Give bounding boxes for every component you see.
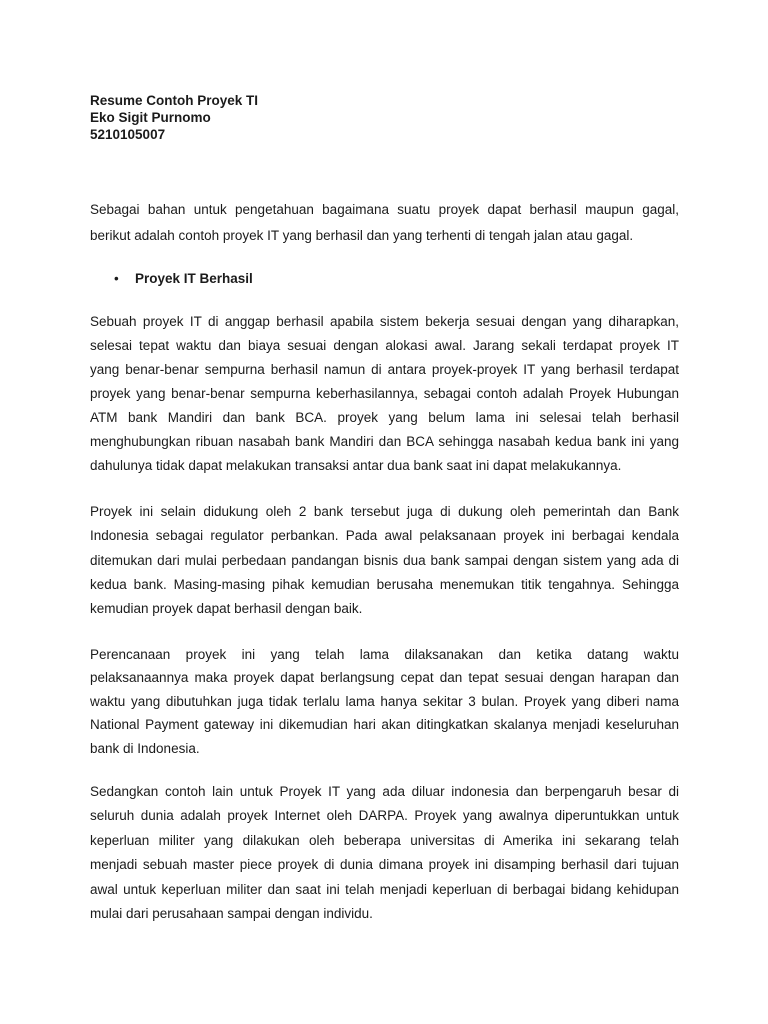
body-paragraph-4 — [90, 780, 679, 926]
paragraph-line: mulai dari perusahaan sampai dengan individu. — [90, 906, 373, 922]
bullet-icon: • — [114, 271, 119, 286]
paragraph-line: National Payment gateway ini dikemudian hari akan ditingkatkan skalanya menjadi keseluruhan — [90, 717, 679, 733]
paragraph-line: keperluan militer yang dilakukan oleh beberapa universitas di Amerika ini sekarang telah — [90, 832, 679, 848]
paragraph-line: Indonesia sebagai regulator perbankan. Pada awal pelaksanaan proyek ini berbagai kendala — [90, 528, 679, 544]
paragraph-line: ditemukan dari mulai perbedaan pandangan bisnis dua bank sampai dengan sistem yang ada di — [90, 552, 679, 568]
paragraph-line: Sebuah proyek IT di anggap berhasil apabila sistem bekerja sesuai dengan yang diharapkan, — [90, 314, 679, 329]
body-paragraph-3 — [90, 643, 679, 760]
paragraph-line: Proyek ini selain didukung oleh 2 bank tersebut juga di dukung oleh pemerintah dan Bank — [90, 504, 679, 519]
paragraph-line: Sedangkan contoh lain untuk Proyek IT yang ada diluar indonesia dan berpengaruh besar di — [90, 784, 679, 799]
paragraph-line: proyek yang benar-benar sempurna keberhasilannya, sebagai contoh adalah Proyek Hubungan — [90, 386, 679, 401]
paragraph-line: waktu yang dibutuhkan juga tidak terlalu lama hanya sekitar 3 bulan. Proyek yang diberi nama — [90, 693, 679, 709]
paragraph-line: Perencanaan proyek ini yang telah lama dilaksanakan dan ketika datang waktu — [90, 647, 679, 662]
paragraph-line: selesai tepat waktu dan biaya sesuai dengan alokasi awal. Jarang sekali terdapat proyek IT — [90, 338, 679, 353]
paragraph-line: kemudian proyek dapat berhasil dengan baik. — [90, 601, 363, 616]
paragraph-line: seluruh dunia adalah proyek Internet oleh DARPA. Proyek yang awalnya diperuntukkan untuk — [90, 808, 679, 824]
paragraph-line: ATM bank Mandiri dan bank BCA. proyek yang belum lama ini selesai telah berhasil — [90, 410, 679, 425]
student-id: 5210105007 — [90, 127, 166, 142]
paragraph-line: pelaksanaannya maka proyek dapat berlangsung cepat dan tepat sesuai dengan harapan dan — [90, 670, 679, 686]
paragraph-line: awal untuk keperluan militer dan saat ini telah menjadi keperluan di berbagai bidang kehidupan — [90, 881, 679, 897]
document-title: Resume Contoh Proyek TI — [90, 93, 259, 108]
author-name: Eko Sigit Purnomo — [90, 110, 211, 125]
intro-paragraph — [90, 197, 679, 249]
section-heading-text: Proyek IT Berhasil — [135, 271, 253, 286]
paragraph-line: yang benar-benar sempurna berhasil namun di antara proyek-proyek IT yang berhasil terdapat — [90, 362, 679, 377]
body-paragraph-2 — [90, 500, 679, 621]
paragraph-line: bank di Indonesia. — [90, 740, 200, 756]
body-paragraph-1 — [90, 310, 679, 478]
document-header — [90, 92, 679, 143]
paragraph-line: berikut adalah contoh proyek IT yang berhasil dan yang terhenti di tengah jalan atau gagal. — [90, 228, 634, 243]
paragraph-line: kedua bank. Masing-masing pihak kemudian berusaha menemukan titik tengahnya. Sehingga — [90, 576, 679, 592]
paragraph-line: Sebagai bahan untuk pengetahuan bagaimana suatu proyek dapat berhasil maupun gagal, — [90, 202, 679, 217]
paragraph-line: menjadi sebuah master piece proyek di dunia dimana proyek ini disamping berhasil dari tujuan — [90, 857, 679, 873]
paragraph-line: menghubungkan ribuan nasabah bank Mandiri dan BCA sehingga nasabah kedua bank ini yang — [90, 434, 679, 449]
paragraph-line: dahulunya tidak dapat melakukan transaksi antar dua bank saat ini dapat melakukannya. — [90, 458, 622, 473]
